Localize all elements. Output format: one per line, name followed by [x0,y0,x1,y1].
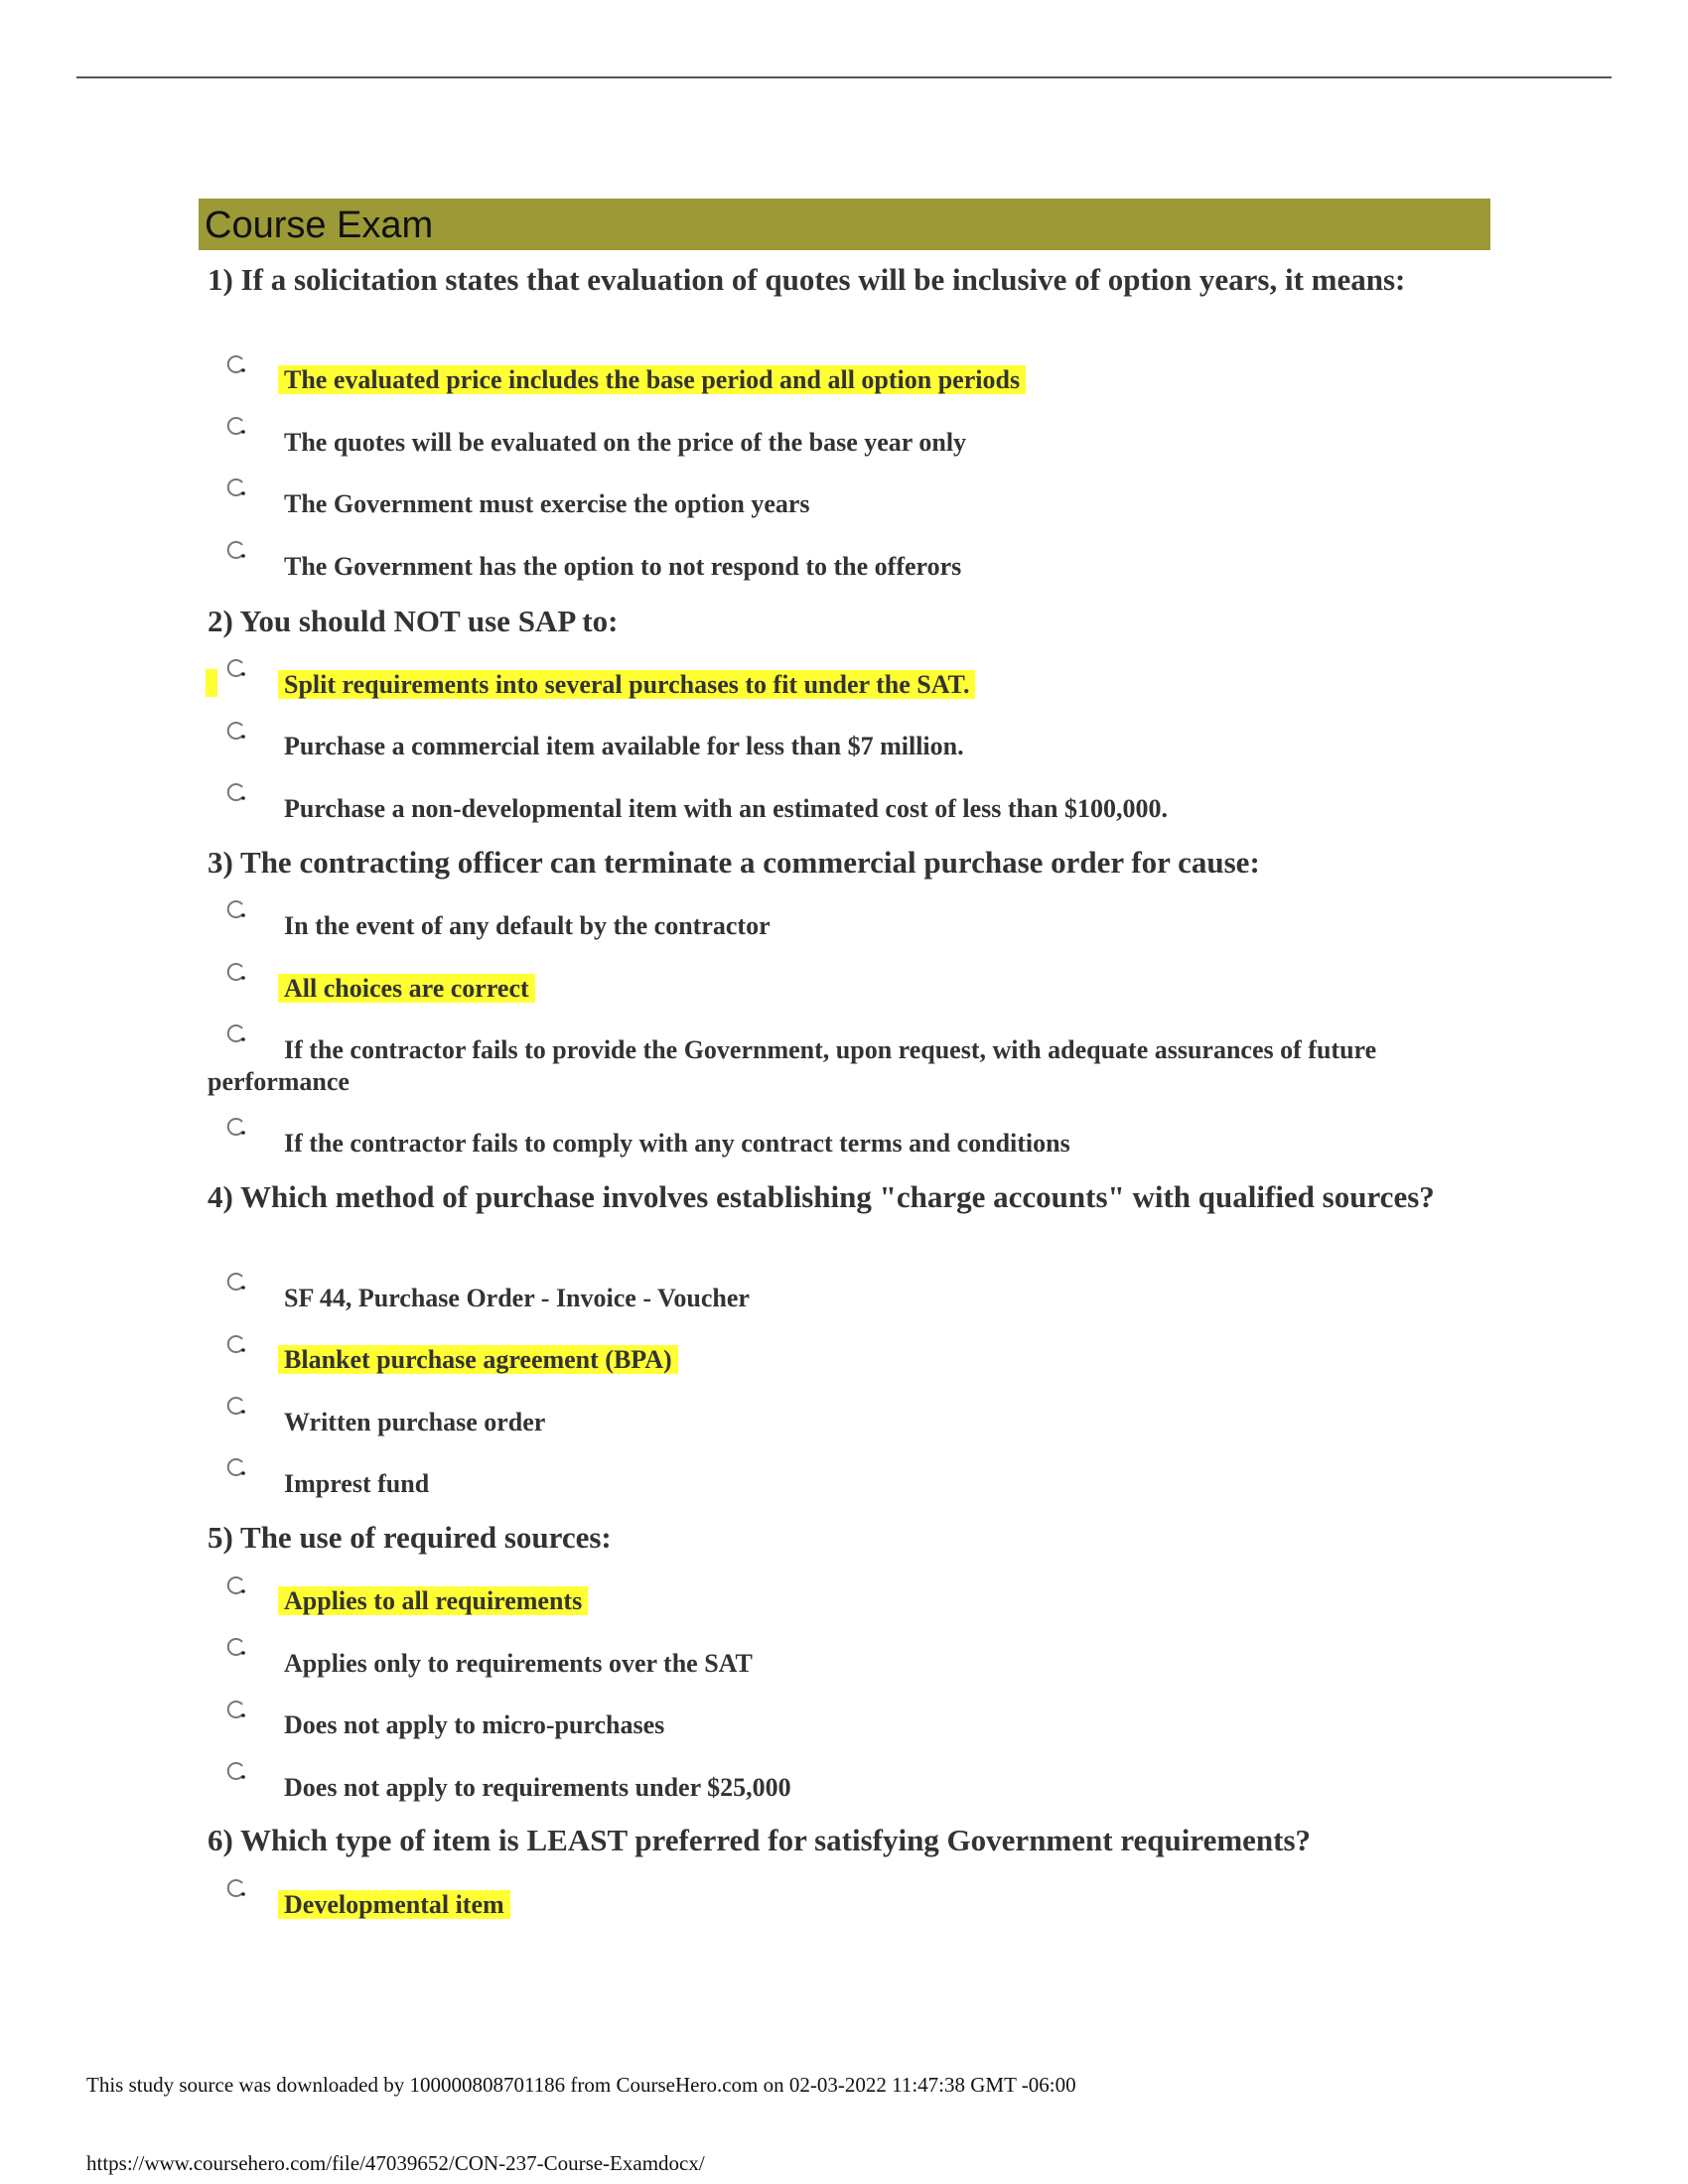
radio-icon[interactable] [225,781,247,803]
source-url[interactable]: https://www.coursehero.com/file/47039652/CON-237-Course-Examdocx/ [86,2151,705,2175]
answer-option[interactable]: Blanket purchase agreement (BPA) [284,1344,678,1376]
radio-icon[interactable] [225,1877,247,1899]
radio-icon[interactable] [225,657,247,679]
radio-icon[interactable] [225,1760,247,1782]
answer-option[interactable]: The quotes will be evaluated on the price of the base year only [284,428,967,457]
answer-option[interactable]: Purchase a commercial item available for less than $7 million. [284,732,964,760]
radio-icon[interactable] [225,961,247,983]
answer-option[interactable]: SF 44, Purchase Order - Invoice - Voucher [284,1284,750,1312]
download-notice: This study source was downloaded by 100000808701186 from CourseHero.com on 02-03-2022 11:47:38 GMT -06:00 [86,2073,1076,2097]
radio-icon[interactable] [225,1395,247,1417]
radio-icon[interactable] [225,477,247,498]
answer-option[interactable]: Does not apply to requirements under $25,000 [284,1773,791,1802]
answer-option[interactable]: The Government has the option to not respond to the offerors [284,552,962,581]
radio-icon[interactable] [225,1333,247,1355]
question-5: 5) The use of required sources: [208,1520,612,1555]
radio-icon[interactable] [225,1116,247,1138]
answer-option[interactable]: The Government must exercise the option years [284,489,810,518]
question-4: 4) Which method of purchase involves establishing "charge accounts" with qualified sources? [208,1179,1435,1214]
answer-option[interactable]: If the contractor fails to provide the Government, upon request, with adequate assurances of future performance [208,1035,1377,1096]
radio-icon[interactable] [225,415,247,437]
radio-icon[interactable] [225,353,247,375]
page-title: Course Exam [205,205,434,246]
radio-icon[interactable] [225,1699,247,1720]
question-2: 2) You should NOT use SAP to: [208,604,619,638]
answer-option[interactable]: Does not apply to micro-purchases [284,1710,665,1739]
answer-option[interactable]: The evaluated price includes the base period and all option periods [284,364,1026,396]
radio-icon[interactable] [225,898,247,920]
question-6: 6) Which type of item is LEAST preferred for satisfying Government requirements? [208,1823,1312,1857]
top-rule [76,76,1612,78]
radio-icon[interactable] [225,1574,247,1596]
answer-option[interactable]: Applies to all requirements [284,1585,588,1617]
question-3: 3) The contracting officer can terminate a commercial purchase order for cause: [208,845,1260,880]
answer-option[interactable]: Written purchase order [284,1408,546,1436]
answer-option[interactable]: In the event of any default by the contractor [284,911,771,940]
answer-option[interactable]: Applies only to requirements over the SAT [284,1649,753,1678]
answer-option[interactable]: All choices are correct [284,973,535,1005]
radio-icon[interactable] [225,1636,247,1658]
answer-option[interactable]: Purchase a non-developmental item with an estimated cost of less than $100,000. [284,794,1168,823]
radio-icon[interactable] [225,1271,247,1293]
answer-option[interactable]: Split requirements into several purchases to fit under the SAT. [284,669,975,701]
radio-icon[interactable] [225,1456,247,1478]
answer-option[interactable]: If the contractor fails to comply with any contract terms and conditions [284,1129,1070,1158]
radio-icon[interactable] [225,720,247,742]
answer-option[interactable]: Imprest fund [284,1469,430,1498]
question-1: 1) If a solicitation states that evaluation of quotes will be inclusive of option years, it means: [208,262,1406,297]
radio-icon[interactable] [225,539,247,561]
answer-option[interactable]: Developmental item [284,1889,510,1921]
header-band [199,199,1490,250]
answer-marker [206,669,217,697]
